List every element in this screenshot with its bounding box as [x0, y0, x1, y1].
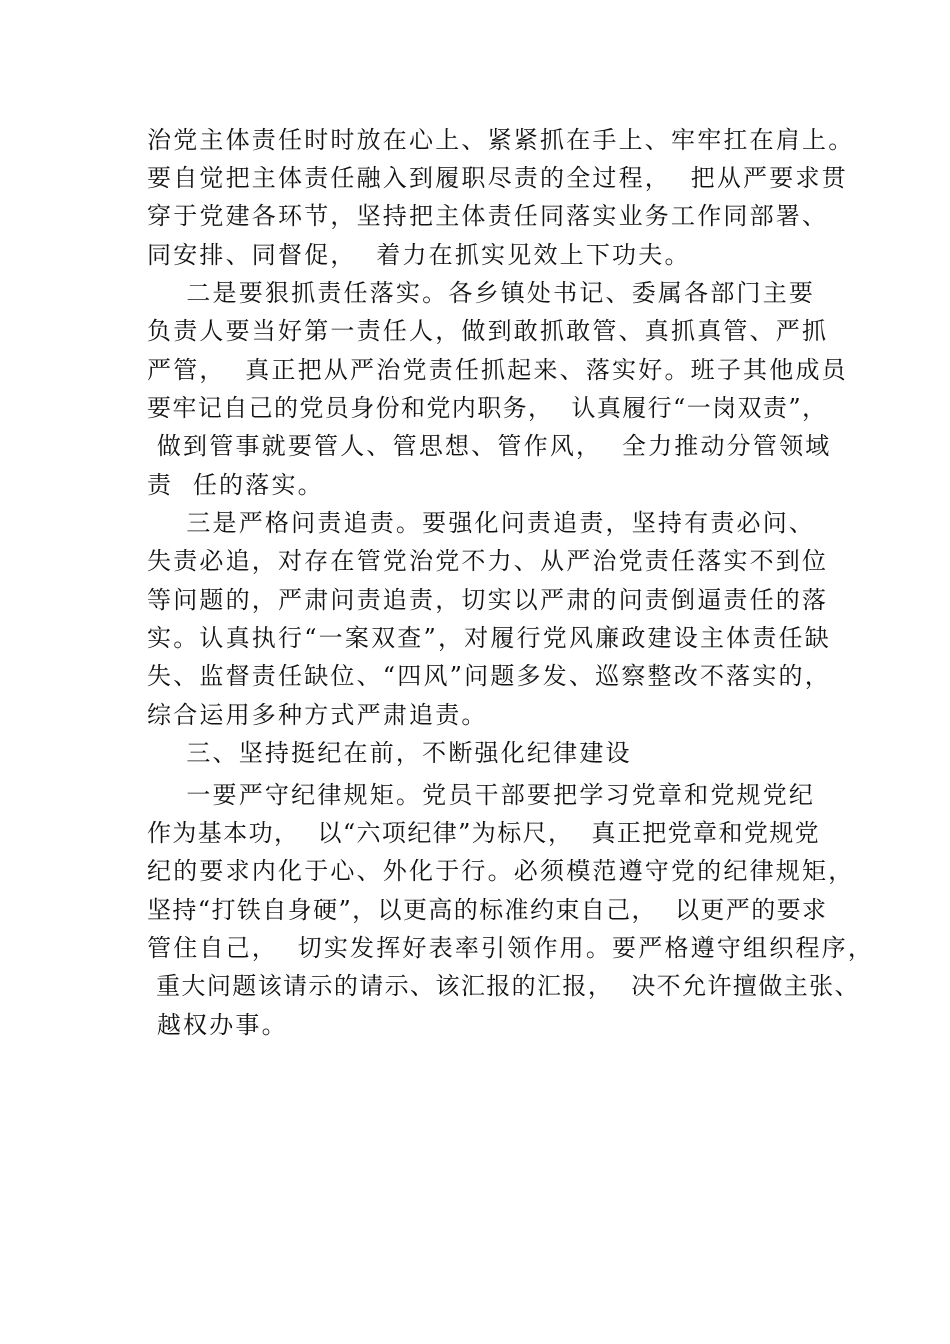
- text-line: 要牢记自己的党员身份和党内职务， 认真履行“一岗双责”，: [147, 394, 828, 422]
- text-line: 重大问题该请示的请示、该汇报的汇报， 决不允许擅做主张、: [147, 972, 860, 1000]
- section-heading: 三、坚持挺纪在前，不断强化纪律建设: [147, 739, 632, 767]
- paragraph-start-line: 二是要狠抓责任落实。各乡镇处书记、委属各部门主要: [147, 279, 816, 307]
- paragraph-start-line: 三是严格问责追责。要强化问责追责，坚持有责必问、: [147, 509, 816, 537]
- text-line: 失责必追，对存在管党治党不力、从严治党责任落实不到位: [147, 547, 829, 575]
- text-line: 综合运用多种方式严肃追责。: [147, 701, 488, 729]
- text-line: 做到管事就要管人、管思想、管作风， 全力推动分管领域: [147, 432, 832, 460]
- text-line: 纪的要求内化于心、外化于行。必须模范遵守党的纪律规矩，: [147, 857, 855, 885]
- text-line: 等问题的，严肃问责追责，切实以严肃的问责倒逼责任的落: [147, 586, 829, 614]
- text-line: 坚持“打铁自身硬”，以更高的标准约束自己， 以更严的要求: [147, 896, 828, 924]
- text-line: 负责人要当好第一责任人，做到敢抓敢管、真抓真管、严抓: [147, 317, 829, 345]
- text-line: 管住自己， 切实发挥好表率引领作用。要严格遵守组织程序，: [147, 934, 875, 962]
- text-line: 失、监督责任缺位、“四风”问题多发、巡察整改不落实的，: [147, 662, 831, 690]
- text-line: 越权办事。: [147, 1011, 288, 1039]
- text-line: 作为基本功， 以“六项纪律”为标尺， 真正把党章和党规党: [147, 819, 821, 847]
- text-line: 责 任的落实。: [147, 471, 324, 499]
- text-line: 治党主体责任时时放在心上、紧紧抓在手上、牢牢扛在肩上。: [147, 126, 855, 154]
- text-line: 严管， 真正把从严治党责任抓起来、落实好。班子其他成员: [147, 356, 848, 384]
- text-line: 同安排、同督促， 着力在抓实见效上下功夫。: [147, 241, 691, 269]
- text-line: 要自觉把主体责任融入到履职尽责的全过程， 把从严要求贯: [147, 164, 848, 192]
- paragraph-start-line: 一要严守纪律规矩。党员干部要把学习党章和党规党纪: [147, 781, 816, 809]
- text-line: 穿于党建各环节，坚持把主体责任同落实业务工作同部署、: [147, 202, 829, 230]
- text-line: 实。认真执行“一案双查”，对履行党风廉政建设主体责任缺: [147, 624, 831, 652]
